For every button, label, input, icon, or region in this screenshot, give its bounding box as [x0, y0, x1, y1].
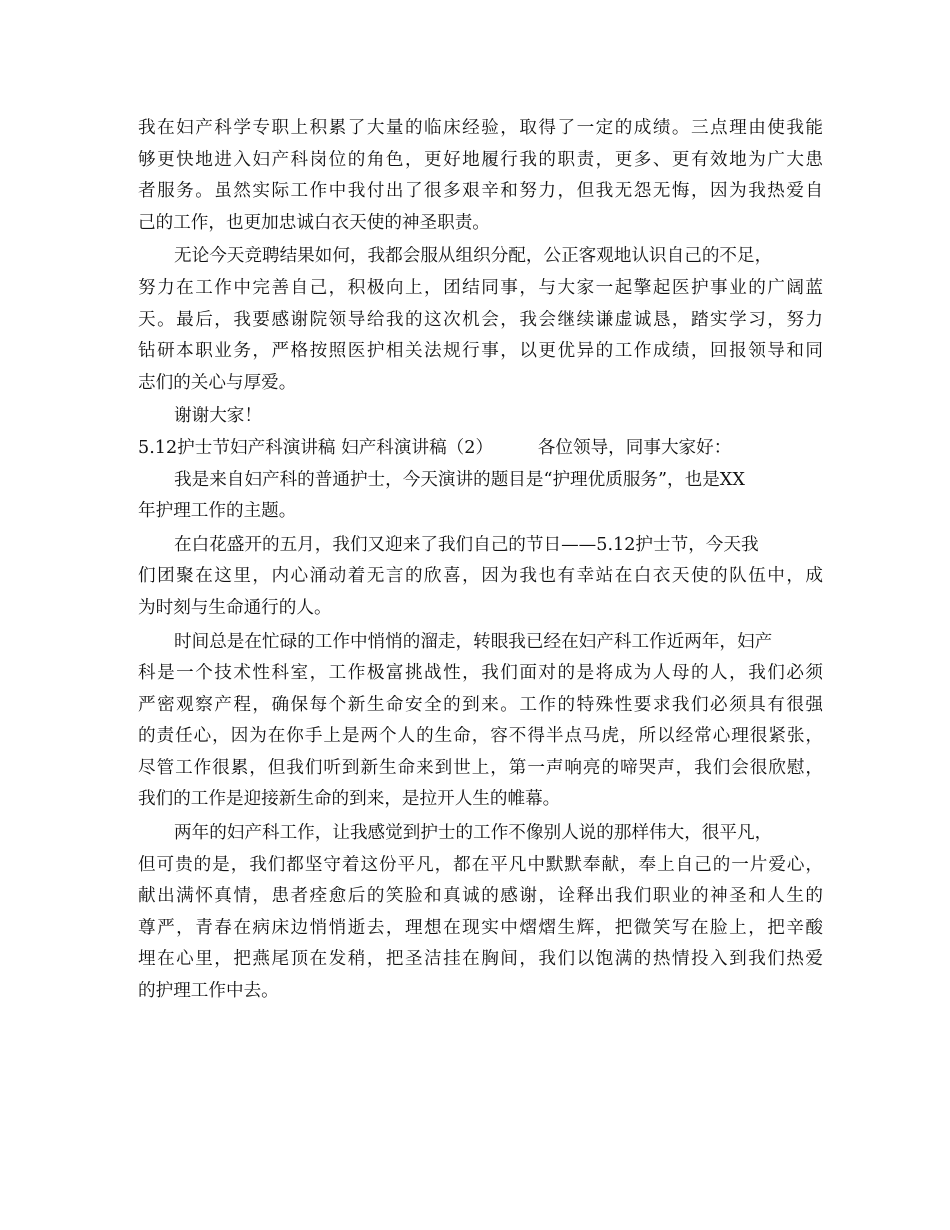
text-line: 者服务。虽然实际工作中我付出了很多艰辛和努力，但我无怨无悔，因为我热爱自 [138, 181, 823, 202]
text-line: 献出满怀真情，患者痊愈后的笑脸和真诚的感谢，诠释出我们职业的神圣和人生的 [138, 886, 823, 907]
document-body [138, 113, 823, 1008]
text-line: 努力在工作中完善自己，积极向上，团结同事，与大家一起擎起医护事业的广阔蓝 [138, 277, 823, 298]
text-line: 的护理工作中去。 [138, 981, 279, 1002]
text-line: 们团聚在这里，内心涌动着无言的欣喜，因为我也有幸站在白衣天使的队伍中，成 [138, 566, 823, 587]
text-line: 够更快地进入妇产科岗位的角色，更好地履行我的职责，更多、更有效地为广大患 [138, 149, 823, 170]
text-line: 年护理工作的主题。 [138, 501, 297, 522]
text-line: 但可贵的是，我们都坚守着这份平凡，都在平凡中默默奉献，奉上自己的一片爱心， [138, 854, 823, 875]
text-line: 尽管工作很累，但我们听到新生命来到世上，第一声响亮的啼哭声，我们会很欣慰， [138, 757, 823, 778]
text-line: 严密观察产程，确保每个新生命安全的到来。工作的特殊性要求我们必须具有很强 [138, 694, 823, 715]
text-line: 我们的工作是迎接新生命的到来，是拉开人生的帷幕。 [138, 789, 561, 810]
text-line: 天。最后，我要感谢院领导给我的这次机会，我会继续谦虚诚恳，踏实学习，努力 [138, 309, 823, 330]
paragraph-qualifications [138, 113, 823, 239]
text-line: 谢谢大家！ [174, 406, 262, 427]
speech-title-line: 5.12护士节妇产科演讲稿 妇产科演讲稿（2） 各位领导，同事大家好： [138, 437, 732, 458]
paragraph-work-experience [138, 627, 823, 817]
text-line: 己的工作，也更加忠诚白衣天使的神圣职责。 [138, 212, 490, 233]
text-line: 时间总是在忙碌的工作中悄悄的溜走，转眼我已经在妇产科工作近两年，妇产 [174, 631, 773, 652]
text-line: 在白花盛开的五月，我们又迎来了我们自己的节日——5.12护士节，今天我 [174, 534, 759, 555]
text-line: 志们的关心与厚爱。 [138, 372, 297, 393]
text-line: 埋在心里，把燕尾顶在发稍，把圣洁挂在胸间，我们以饱满的热情投入到我们热爱 [138, 949, 823, 970]
text-line: 两年的妇产科工作，让我感觉到护士的工作不像别人说的那样伟大，很平凡， [174, 823, 773, 844]
text-line: 为时刻与生命通行的人。 [138, 597, 332, 618]
paragraph-introduction [138, 465, 823, 528]
text-line: 钻研本职业务，严格按照医护相关法规行事，以更优异的工作成绩，回报领导和同 [138, 341, 823, 362]
text-line: 的责任心，因为在你手上是两个人的生命，容不得半点马虎，所以经常心理很紧张， [138, 726, 823, 747]
text-line: 科是一个技术性科室，工作极富挑战性，我们面对的是将成为人母的人，我们必须 [138, 663, 823, 684]
paragraph-dedication [138, 818, 823, 1008]
section-heading [138, 433, 823, 465]
text-line: 我是来自妇产科的普通护士，今天演讲的题目是“护理优质服务”，也是XX [174, 469, 745, 490]
text-line: 无论今天竞聘结果如何，我都会服从组织分配，公正客观地认识自己的不足， [174, 246, 773, 267]
text-line: 我在妇产科学专职上积累了大量的临床经验，取得了一定的成绩。三点理由使我能 [138, 118, 823, 138]
text-line: 尊严，青春在病床边悄悄逝去，理想在现实中熠熠生辉，把微笑写在脸上，把辛酸 [138, 917, 823, 938]
paragraph-nurses-day [138, 530, 823, 625]
paragraph-thanks [138, 401, 823, 433]
paragraph-commitment [138, 241, 823, 399]
